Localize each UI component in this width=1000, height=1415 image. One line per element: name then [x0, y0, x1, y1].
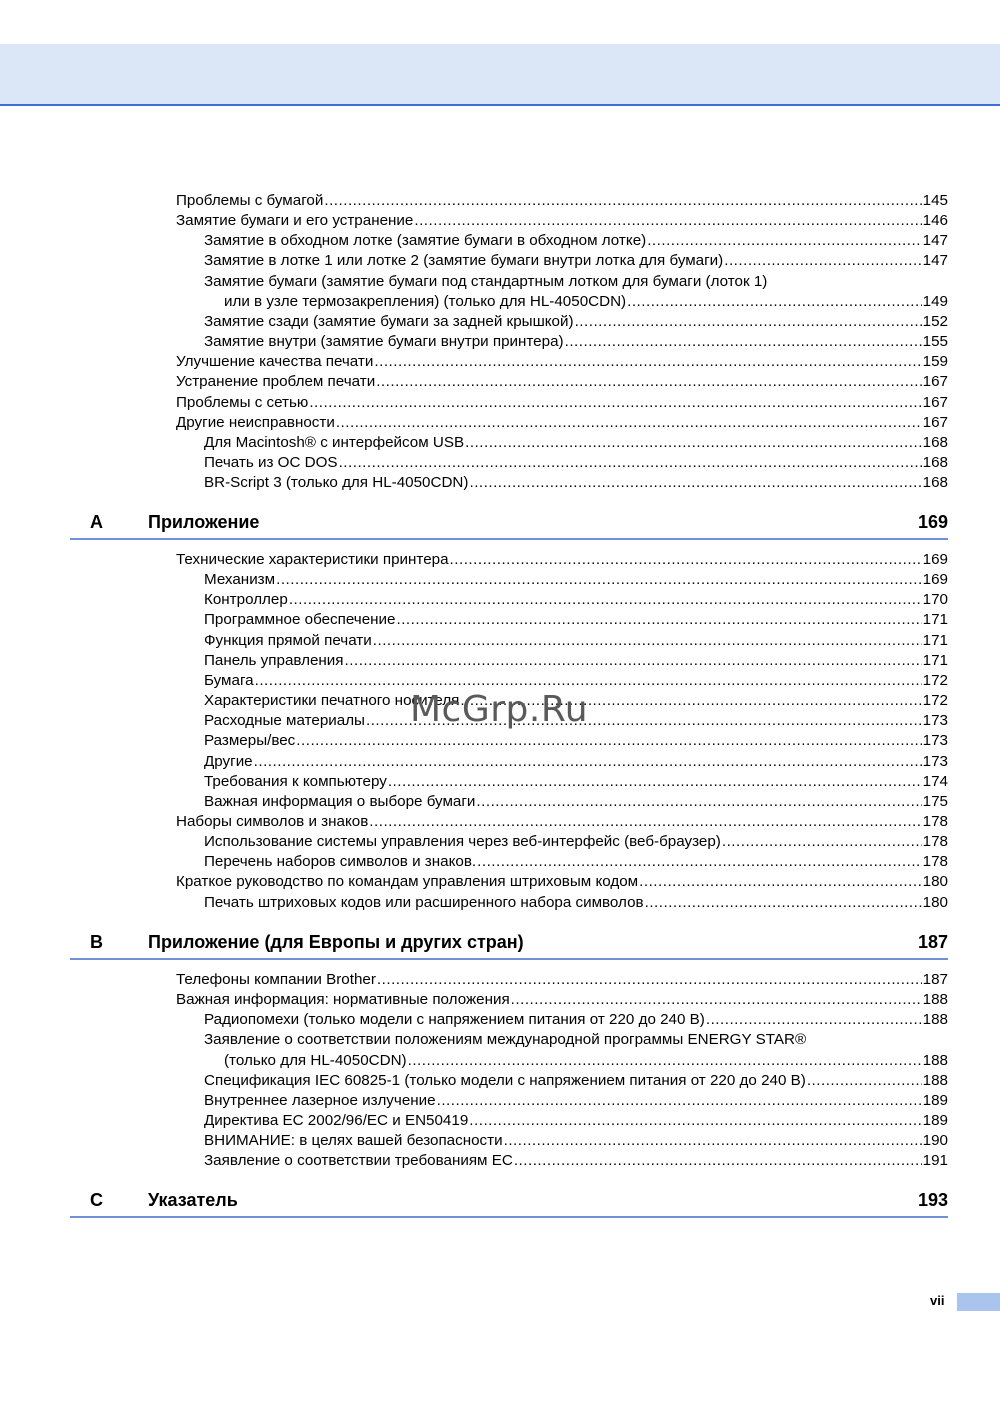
- toc-entry-page: 188: [922, 1051, 948, 1069]
- dot-leader: [373, 631, 922, 651]
- toc-entry-page: 187: [922, 971, 948, 988]
- toc-entry-title: Важная информация: нормативные положения: [176, 991, 510, 1009]
- toc-entry-page: 169: [922, 551, 948, 568]
- toc-entry-page: 167: [922, 413, 948, 431]
- toc-entry[interactable]: [204, 832, 948, 852]
- header-band: [0, 44, 1000, 106]
- toc-entry[interactable]: [176, 872, 948, 892]
- toc-entry-title: Директива ЕС 2002/96/EC и EN50419: [204, 1112, 469, 1130]
- dot-leader: [377, 970, 922, 990]
- toc-entry[interactable]: [204, 433, 948, 453]
- toc-entry-page: 190: [922, 1132, 948, 1150]
- toc-entry[interactable]: [204, 453, 948, 473]
- dot-leader: [477, 852, 922, 872]
- toc-entry-page: 149: [922, 292, 948, 310]
- chapter-heading-c[interactable]: [70, 1188, 948, 1218]
- toc-entry[interactable]: [176, 990, 948, 1010]
- toc-entry-title: Замятие в лотке 1 или лотке 2 (замятие бумаги внутри лотка для бумаги): [204, 252, 724, 270]
- toc-entry[interactable]: [204, 631, 948, 651]
- toc-entry[interactable]: [224, 1051, 948, 1071]
- toc-entry-page: 147: [922, 252, 948, 270]
- toc-entry-title: Замятие бумаги (замятие бумаги под стандартным лотком для бумаги (лоток 1): [204, 272, 768, 290]
- toc-entry-title: Печать из ОС DOS: [204, 453, 338, 471]
- toc-entry-title: Механизм: [204, 571, 276, 589]
- toc-entry[interactable]: [176, 211, 948, 231]
- page-tab-marker: [957, 1293, 1000, 1311]
- toc-entry-title: Контроллер: [204, 591, 288, 609]
- dot-leader: [339, 453, 922, 473]
- toc-entry-title: Краткое руководство по командам управления штриховым кодом: [176, 873, 639, 891]
- chapter-heading-b[interactable]: [70, 930, 948, 960]
- toc-entry-title: Замятие внутри (замятие бумаги внутри принтера): [204, 333, 564, 351]
- dot-leader: [647, 231, 921, 251]
- dot-leader: [575, 312, 922, 332]
- toc-entry-title: Требования к компьютеру: [204, 772, 387, 790]
- chapter-page: 193: [917, 1190, 948, 1210]
- toc-entry-title: Бумага: [204, 671, 254, 689]
- toc-entry[interactable]: [176, 550, 948, 570]
- toc-entry[interactable]: [176, 970, 948, 990]
- toc-entry-title: Заявление о соответствии требованиям ЕС: [204, 1152, 513, 1170]
- dot-leader: [376, 372, 921, 392]
- dot-leader: [722, 832, 922, 852]
- dot-leader: [369, 812, 921, 832]
- toc-entry-page: 168: [922, 433, 948, 451]
- toc-entry-page: 145: [922, 192, 948, 209]
- dot-leader: [706, 1010, 922, 1030]
- dot-leader: [627, 292, 922, 312]
- toc-entry-page: 178: [922, 812, 948, 830]
- toc-entry[interactable]: [176, 812, 948, 832]
- toc-entry[interactable]: [204, 610, 948, 630]
- dot-leader: [374, 352, 921, 372]
- chapter-title: Приложение (для Европы и других стран): [148, 932, 524, 952]
- chapter-title: Приложение: [148, 512, 260, 532]
- dot-leader: [324, 191, 921, 211]
- dot-leader: [465, 433, 922, 453]
- toc-entry-page: 175: [922, 792, 948, 810]
- toc-entry[interactable]: [204, 473, 948, 493]
- toc-entry-page: 180: [922, 873, 948, 891]
- toc-entry-title: Печать штриховых кодов или расширенного набора символов: [204, 893, 644, 911]
- toc-entry-title: Размеры/вес: [204, 732, 296, 750]
- toc-entry-page: 178: [922, 853, 948, 871]
- toc-entry[interactable]: [204, 1030, 948, 1050]
- toc-entry-title: Расходные материалы: [204, 712, 365, 730]
- dot-leader: [437, 1091, 922, 1111]
- toc-entry-title: Замятие бумаги и его устранение: [176, 212, 414, 230]
- toc-entry-page: 173: [922, 712, 948, 730]
- toc-entry[interactable]: [176, 352, 948, 372]
- dot-leader: [289, 590, 922, 610]
- toc-entry-title: Проблемы с сетью: [176, 393, 309, 411]
- toc-entry-page: 180: [922, 893, 948, 911]
- chapter-letter: A: [90, 512, 103, 532]
- toc-entry-title: Заявление о соответствии положениям международной программы ENERGY STAR®: [204, 1031, 807, 1049]
- toc-entry-page: 172: [922, 692, 948, 710]
- dot-leader: [807, 1071, 922, 1091]
- toc-entry-page: 171: [922, 611, 948, 629]
- toc-entry[interactable]: [204, 251, 948, 271]
- toc-entry-title: (только для HL-4050CDN): [224, 1051, 407, 1069]
- toc-entry[interactable]: [204, 272, 948, 292]
- dot-leader: [336, 413, 922, 433]
- toc-entry-title: BR-Script 3 (только для HL-4050CDN): [204, 474, 469, 492]
- toc-entry-page: 188: [922, 1071, 948, 1089]
- toc-entry[interactable]: [204, 893, 948, 913]
- toc-entry-page: 191: [922, 1152, 948, 1170]
- dot-leader: [645, 893, 922, 913]
- toc-entry[interactable]: [204, 312, 948, 332]
- toc-entry-title: Замятие сзади (замятие бумаги за задней крышкой): [204, 312, 574, 330]
- toc-entry[interactable]: [176, 413, 948, 433]
- dot-leader: [255, 671, 922, 691]
- toc-entry-title: Спецификация IEC 60825-1 (только модели с напряжением питания от 220 до 240 В): [204, 1071, 806, 1089]
- dot-leader: [514, 1151, 922, 1171]
- toc-entry[interactable]: [176, 191, 948, 211]
- toc-entry[interactable]: [204, 590, 948, 610]
- toc-entry-page: 147: [922, 232, 948, 250]
- toc-entry[interactable]: [204, 1111, 948, 1131]
- toc-entry[interactable]: [204, 752, 948, 772]
- toc-entry-page: 155: [922, 333, 948, 351]
- toc-entry-page: 178: [922, 833, 948, 851]
- dot-leader: [504, 1131, 922, 1151]
- page-number: vii: [930, 1293, 945, 1308]
- toc-entry-page: 171: [922, 651, 948, 669]
- toc-entry-page: 168: [922, 474, 948, 492]
- toc-entry-page: 173: [922, 732, 948, 750]
- toc-entry[interactable]: [204, 852, 948, 872]
- toc-entry-title: Технические характеристики принтера: [176, 551, 449, 568]
- toc-entry[interactable]: [204, 570, 948, 590]
- dot-leader: [396, 610, 921, 630]
- dot-leader: [476, 792, 921, 812]
- toc-entry-page: 172: [922, 671, 948, 689]
- dot-leader: [724, 251, 921, 271]
- toc-entry-page: 188: [922, 1011, 948, 1029]
- dot-leader: [565, 332, 922, 352]
- toc-entry-title: Перечень наборов символов и знаков.: [204, 853, 477, 871]
- toc-entry-title: Другие: [204, 752, 253, 770]
- toc-entry-page: 146: [922, 212, 948, 230]
- toc-entry-page: 173: [922, 752, 948, 770]
- dot-leader: [309, 393, 921, 413]
- dot-leader: [296, 731, 921, 751]
- toc-entry-page: 169: [922, 571, 948, 589]
- toc-entry[interactable]: [204, 772, 948, 792]
- toc-entry-title: Замятие в обходном лотке (замятие бумаги в обходном лотке): [204, 232, 647, 250]
- dot-leader: [254, 752, 922, 772]
- toc-entry-title: Проблемы с бумагой: [176, 192, 324, 209]
- dot-leader: [511, 990, 922, 1010]
- toc-entry-page: 168: [922, 453, 948, 471]
- toc-entry[interactable]: [204, 671, 948, 691]
- toc-entry-title: Панель управления: [204, 651, 344, 669]
- dot-leader: [388, 772, 922, 792]
- toc-entry-title: Наборы символов и знаков: [176, 812, 369, 830]
- toc-entry-page: 189: [922, 1091, 948, 1109]
- chapter-page: 169: [917, 512, 948, 532]
- toc-entry-page: 174: [922, 772, 948, 790]
- dot-leader: [276, 570, 922, 590]
- toc-entry-title: Телефоны компании Brother: [176, 971, 376, 988]
- chapter-heading-a[interactable]: [70, 510, 948, 540]
- toc-entry-page: 188: [922, 991, 948, 1009]
- toc-entry[interactable]: [224, 292, 948, 312]
- chapter-letter: C: [90, 1190, 103, 1210]
- toc-entry-title: Использование системы управления через веб-интерфейс (веб-браузер): [204, 833, 721, 851]
- toc-entry-page: 152: [922, 312, 948, 330]
- toc-entry[interactable]: [204, 1091, 948, 1111]
- toc-entry-title: Радиопомехи (только модели с напряжением питания от 220 до 240 В): [204, 1011, 705, 1029]
- toc-entry-title: или в узле термозакрепления) (только для HL-4050CDN): [224, 292, 627, 310]
- toc-entry[interactable]: [204, 651, 948, 671]
- toc-entry-page: 189: [922, 1112, 948, 1130]
- toc-entry[interactable]: [204, 1010, 948, 1030]
- toc-entry-page: 167: [922, 373, 948, 391]
- toc-entry[interactable]: [204, 792, 948, 812]
- dot-leader: [345, 651, 922, 671]
- toc-entry-page: 159: [922, 353, 948, 371]
- dot-leader: [450, 550, 922, 570]
- chapter-letter: B: [90, 932, 103, 952]
- toc-entry[interactable]: [176, 393, 948, 413]
- dot-leader: [469, 1111, 921, 1131]
- dot-leader: [469, 473, 921, 493]
- toc-entry[interactable]: [204, 332, 948, 352]
- toc-entry[interactable]: [204, 1131, 948, 1151]
- dot-leader: [408, 1051, 922, 1071]
- dot-leader: [639, 872, 922, 892]
- toc-entry[interactable]: [204, 1071, 948, 1091]
- toc-entry[interactable]: [204, 731, 948, 751]
- toc-entry-page: 167: [922, 393, 948, 411]
- toc-entry[interactable]: [176, 372, 948, 392]
- toc-entry-title: Характеристики печатного носителя: [204, 692, 460, 710]
- toc-entry-title: Улучшение качества печати: [176, 353, 374, 371]
- toc-entry-title: Важная информация о выборе бумаги: [204, 792, 476, 810]
- toc-entry[interactable]: [204, 1151, 948, 1171]
- toc-entry-title: Функция прямой печати: [204, 631, 372, 649]
- toc-entry-title: Для Macintosh® с интерфейсом USB: [204, 433, 465, 451]
- toc-entry-title: ВНИМАНИЕ: в целях вашей безопасности: [204, 1132, 503, 1150]
- watermark: McGrp.Ru: [410, 689, 589, 730]
- toc-entry-page: 170: [922, 591, 948, 609]
- chapter-page: 187: [917, 932, 948, 952]
- toc-entry-title: Программное обеспечение: [204, 611, 396, 629]
- dot-leader: [414, 211, 921, 231]
- toc-entry-title: Внутреннее лазерное излучение: [204, 1091, 436, 1109]
- toc-entry[interactable]: [204, 231, 948, 251]
- chapter-title: Указатель: [148, 1190, 238, 1210]
- toc-entry-title: Устранение проблем печати: [176, 373, 376, 391]
- toc-entry-title: Другие неисправности: [176, 413, 335, 431]
- toc-entry-page: 171: [922, 631, 948, 649]
